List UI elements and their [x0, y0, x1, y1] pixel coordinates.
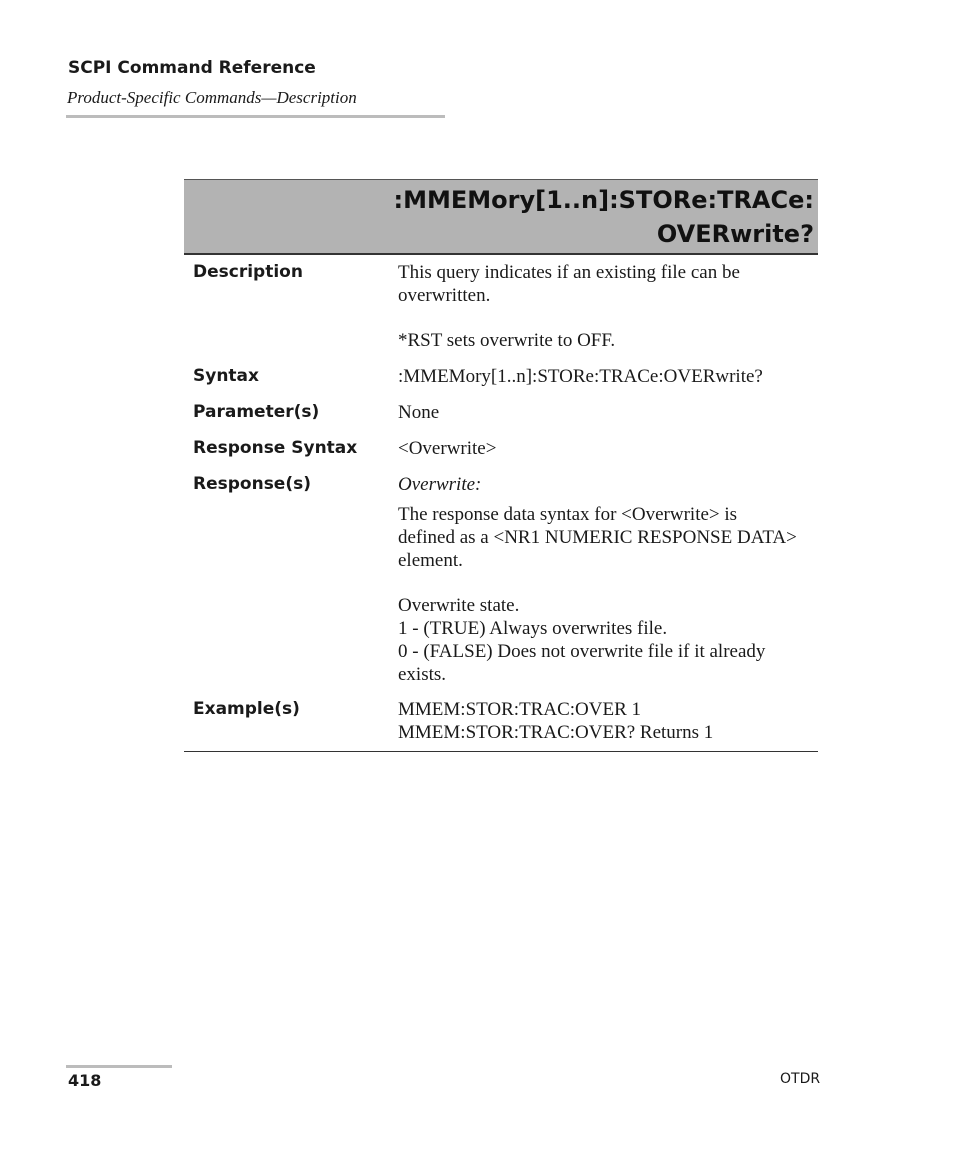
examples-text — [398, 698, 813, 744]
parameters-label: Parameter(s) — [193, 402, 320, 422]
response-line-1: The response data syntax for <Overwrite> is — [398, 504, 738, 525]
response-syntax-label: Response Syntax — [193, 438, 358, 458]
response-line-2: defined as a <NR1 NUMERIC RESPONSE DATA> — [398, 527, 797, 548]
table-bottom-rule — [184, 751, 818, 752]
response-line-3: element. — [398, 550, 463, 571]
response-name: Overwrite: — [398, 474, 482, 495]
header-rule — [66, 115, 445, 118]
response-line-6: 0 - (FALSE) Does not overwrite file if it already — [398, 641, 766, 662]
description-text — [398, 261, 813, 352]
description-line-3: *RST sets overwrite to OFF. — [398, 330, 616, 351]
syntax-label: Syntax — [193, 366, 259, 386]
parameters-text: None — [398, 402, 440, 423]
footer-rule — [66, 1065, 172, 1068]
command-title-line-2: OVERwrite? — [656, 220, 814, 248]
command-title — [394, 183, 815, 251]
command-title-line-1: :MMEMory[1..n]:STORe:TRACe: — [393, 186, 814, 214]
examples-label: Example(s) — [193, 699, 300, 719]
responses-text — [398, 473, 813, 686]
responses-label: Response(s) — [193, 474, 311, 494]
syntax-text: :MMEMory[1..n]:STORe:TRACe:OVERwrite? — [398, 366, 763, 387]
running-header-subtitle: Product-Specific Commands—Description — [67, 88, 357, 107]
description-label: Description — [193, 262, 303, 282]
response-syntax-text: <Overwrite> — [398, 438, 497, 459]
response-line-4: Overwrite state. — [398, 595, 520, 616]
example-line-2: MMEM:STOR:TRAC:OVER? Returns 1 — [398, 722, 714, 743]
response-line-5: 1 - (TRUE) Always overwrites file. — [398, 618, 668, 639]
example-line-1: MMEM:STOR:TRAC:OVER 1 — [398, 699, 641, 720]
command-header — [184, 179, 818, 255]
product-name: OTDR — [780, 1071, 821, 1087]
description-line-1: This query indicates if an existing file can be — [398, 262, 740, 283]
page-number: 418 — [68, 1071, 102, 1090]
description-line-2: overwritten. — [398, 285, 491, 306]
running-header-title: SCPI Command Reference — [68, 58, 316, 78]
response-line-7: exists. — [398, 664, 447, 685]
